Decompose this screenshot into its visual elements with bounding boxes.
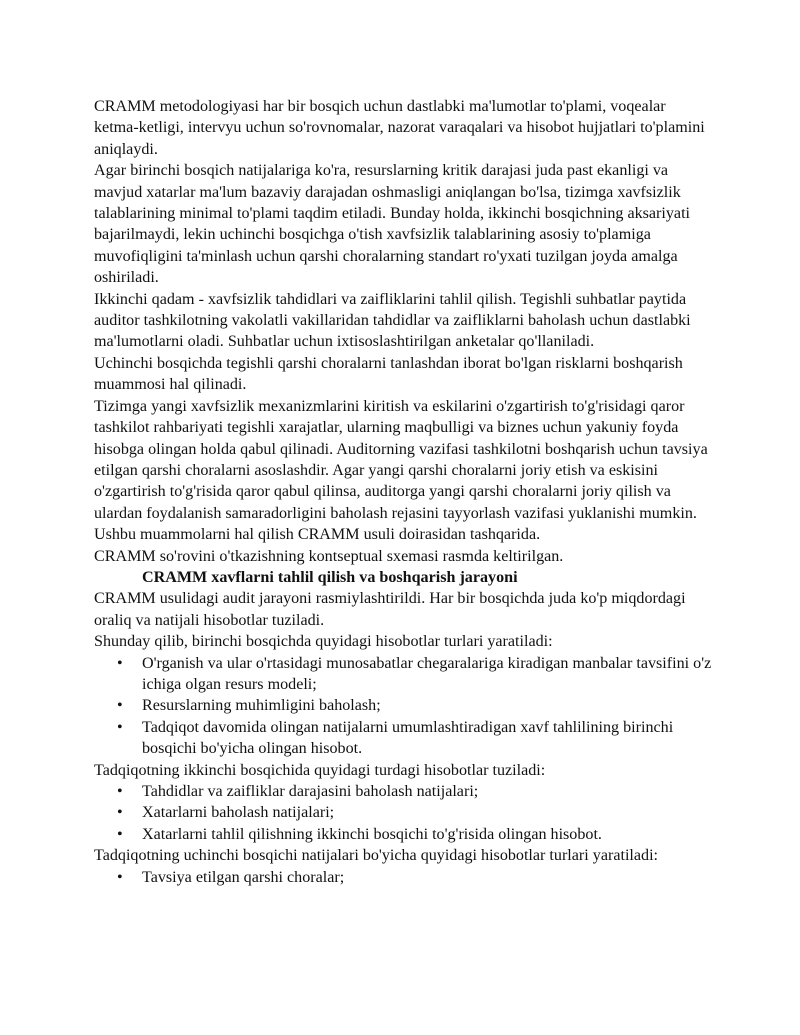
paragraph-second-stage-reports-intro: Tadqiqotning ikkinchi bosqichida quyidagi turdagi hisobotlar tuziladi: [94, 761, 546, 779]
first-stage-report-list [94, 653, 714, 760]
second-stage-report-list [94, 781, 714, 845]
list-item [94, 867, 714, 888]
list-item-text: Tavsiya etilgan qarshi choralar; [142, 868, 345, 886]
bullet-icon: • [117, 654, 123, 672]
list-item-text: Xatarlarni tahlil qilishning ikkinchi bosqichi to'g'risida olingan hisobot. [142, 825, 602, 843]
paragraph-first-stage-reports-intro: Shunday qilib, birinchi bosqichda quyidagi hisobotlar turlari yaratiladi: [94, 633, 553, 651]
section-heading: CRAMM xavflarni tahlil qilish va boshqarish jarayoni [142, 568, 518, 586]
bullet-icon: • [117, 868, 123, 886]
paragraph-conceptual-scheme: CRAMM so'rovini o'tkazishning kontseptual sxemasi rasmda keltirilgan. [94, 547, 564, 565]
bullet-icon: • [117, 825, 123, 843]
bullet-icon: • [117, 718, 123, 736]
list-item-text: Resurslarning muhimligini baholash; [142, 697, 381, 715]
list-item [94, 802, 714, 823]
paragraph-first-stage-results: Agar birinchi bosqich natijalariga ko'ra, resurslarning kritik darajasi juda past ekanligi va mavjud xatarlar ma'lum bazaviy darajadan oshmasligi aniqlangan bo'lsa, tizimga xavfsizlik talablarining minimal to'plami taqdim etiladi. Bunday holda, ikkinchi bosqichning aksariyati bajarilmaydi, lekin uchinchi bosqichga o'tish xavfsizlik talablarining asosiy to'plamiga muvofiqligini ta'minlash uchun qarshi choralarning standart ro'yxati tuzilgan joyda amalga oshiriladi. [94, 162, 691, 287]
document-page [94, 96, 714, 888]
third-stage-report-list [94, 867, 714, 888]
paragraph-third-stage-reports-intro: Tadqiqotning uchinchi bosqichi natijalari bo'yicha quyidagi hisobotlar turlari yaratiladi: [94, 847, 659, 865]
paragraph-methodology: CRAMM metodologiyasi har bir bosqich uchun dastlabki ma'lumotlar to'plami, voqealar ketma-ketligi, intervyu uchun so'rovnomalar, nazorat varaqalari va hisobot hujjatlari to'plamini aniqlaydi. [94, 98, 705, 158]
list-item [94, 695, 714, 716]
bullet-icon: • [117, 783, 123, 800]
paragraph-second-step: Ikkinchi qadam - xavfsizlik tahdidlari va zaifliklarini tahlil qilish. Tegishli suhbatlar paytida auditor tashkilotning vakolatli vakillaridan tahdidlar va zaifliklarni baholash uchun dastlabki ma'lumotlarni oladi. Suhbatlar uchun ixtisoslashtirilgan anketalar qo'llaniladi. [94, 290, 691, 351]
paragraph-new-mechanisms: Tizimga yangi xavfsizlik mexanizmlarini kiritish va eskilarini o'zgartirish to'g'risidagi qaror tashkilot rahbariyati tegishli xarajatlar, ularning maqbulligi va biznes uchun yakuniy foyda hisobga olingan holda qabul qilinadi. Auditorning vazifasi tashkilotni boshqarish uchun tavsiya etilgan qarshi choralarni asoslashdir. Agar yangi qarshi choralarni joriy etish va eskisini o'zgartirish to'g'risida qaror qabul qilinsa, auditorga yangi qarshi choralarni joriy qilish va ulardan foydalanish samaradorligini baholash rejasini tayyorlash vazifasi yuklanishi mumkin. Ushbu muammolarni hal qilish CRAMM usuli doirasidan tashqarida. [94, 397, 708, 544]
list-item [94, 653, 714, 696]
bullet-icon: • [117, 804, 123, 822]
list-item-text: Xatarlarni baholash natijalari; [142, 804, 335, 822]
list-item-text: Tahdidlar va zaifliklar darajasini baholash natijalari; [142, 783, 479, 800]
list-item [94, 781, 714, 802]
paragraph-third-stage: Uchinchi bosqichda tegishli qarshi choralarni tanlashdan iborat bo'lgan risklarni boshqarish muammosi hal qilinadi. [94, 354, 683, 394]
list-item [94, 824, 714, 845]
bullet-icon: • [117, 697, 123, 715]
list-item-text: Tadqiqot davomida olingan natijalarni umumlashtiradigan xavf tahlilining birinchi bosqichi bo'yicha olingan hisobot. [142, 718, 674, 758]
paragraph-audit-process: CRAMM usulidagi audit jarayoni rasmiylashtirildi. Har bir bosqichda juda ko'p miqdordagi oraliq va natijali hisobotlar tuziladi. [94, 590, 686, 629]
list-item-text: O'rganish va ular o'rtasidagi munosabatlar chegaralariga kiradigan manbalar tavsifini o'z ichiga olgan resurs modeli; [142, 654, 712, 693]
list-item [94, 717, 714, 760]
